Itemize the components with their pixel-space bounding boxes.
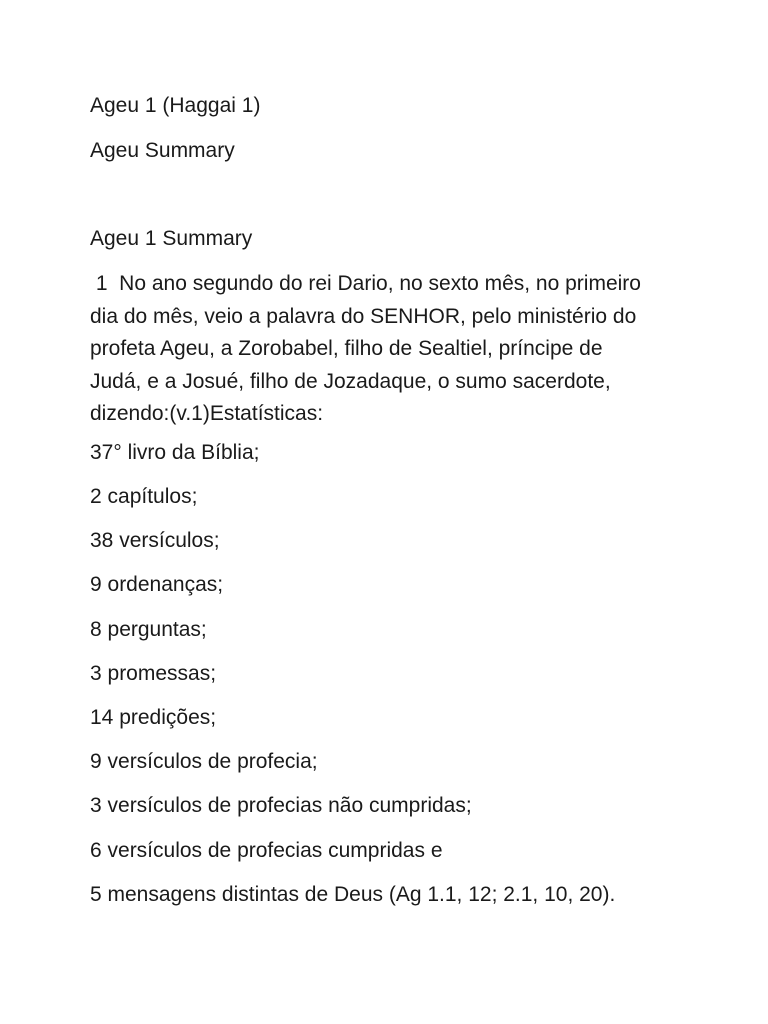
stat-item: 38 versículos; <box>90 529 220 552</box>
section-heading: Ageu 1 Summary <box>90 227 253 250</box>
verse-line: Judá, e a Josué, filho de Jozadaque, o sumo sacerdote, <box>90 369 611 393</box>
stat-item: 6 versículos de profecias cumpridas e <box>90 839 443 862</box>
document-subtitle: Ageu Summary <box>90 139 235 162</box>
stat-item: 2 capítulos; <box>90 485 198 508</box>
stat-item: 14 predições; <box>90 706 217 729</box>
verse-line: dizendo:(v.1)Estatísticas: <box>90 402 324 425</box>
verse-line: profeta Ageu, a Zorobabel, filho de Sealtiel, príncipe de <box>90 337 603 360</box>
document-title: Ageu 1 (Haggai 1) <box>90 94 261 117</box>
stat-item: 5 mensagens distintas de Deus (Ag 1.1, 12; 2.1, 10, 20). <box>90 883 616 906</box>
stat-item: 37° livro da Bíblia; <box>90 441 260 464</box>
verse-line: dia do mês, veio a palavra do SENHOR, pelo ministério do <box>90 304 637 328</box>
stat-item: 3 promessas; <box>90 662 217 685</box>
stat-item: 9 versículos de profecia; <box>90 750 318 773</box>
stat-item: 8 perguntas; <box>90 618 207 641</box>
verse-paragraph <box>90 268 690 431</box>
stat-item: 9 ordenanças; <box>90 573 224 596</box>
stat-item: 3 versículos de profecias não cumpridas; <box>90 794 472 817</box>
verse-line: 1 No ano segundo do rei Dario, no sexto mês, no primeiro <box>90 272 641 295</box>
